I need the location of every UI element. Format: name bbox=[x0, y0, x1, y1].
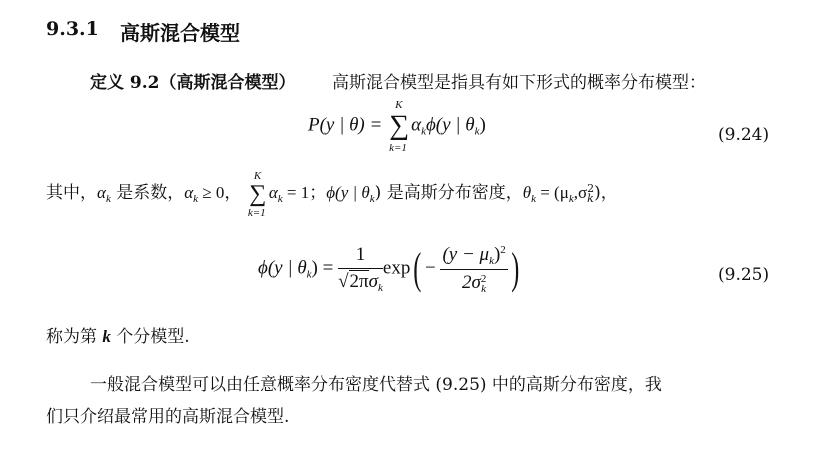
eq1-lhs: P(y | θ) = bbox=[308, 114, 383, 136]
eq2-frac1-numerator: 1 bbox=[338, 244, 383, 269]
explanation-line bbox=[46, 169, 618, 219]
line2-sigma-sub: k bbox=[587, 191, 594, 205]
eq2-left-paren: ( bbox=[413, 244, 422, 293]
line2-sigma-symbol: ∑ bbox=[249, 180, 267, 207]
line3-a: 称为第 bbox=[46, 327, 103, 347]
line2-prefix: 其中， bbox=[46, 183, 97, 203]
section-number: 9.3.1 bbox=[46, 18, 99, 40]
eq2-frac2-numerator bbox=[440, 244, 507, 270]
line2-alpha-2: α bbox=[184, 183, 194, 202]
equation-9-24 bbox=[308, 99, 486, 154]
eq1-sum-lower: k=1 bbox=[389, 142, 407, 154]
eq2-sqrt-content: 2π bbox=[349, 271, 369, 292]
line2-mu-sub: k bbox=[568, 193, 574, 205]
line2-sum-upper: K bbox=[253, 169, 262, 182]
eq1-alpha: α bbox=[411, 114, 422, 136]
line2-theta-sub: k bbox=[531, 193, 536, 205]
eq2-exp: exp bbox=[382, 257, 411, 279]
line2-t1: 是系数， bbox=[110, 183, 185, 203]
line2-t7: )， bbox=[594, 183, 618, 203]
eq2-frac2-den-text: 2σ bbox=[461, 272, 481, 293]
line2-theta: θ bbox=[522, 183, 532, 202]
eq2-fraction-1 bbox=[338, 244, 383, 294]
equation-9-25 bbox=[258, 244, 522, 294]
line2-alpha-3: α bbox=[268, 183, 278, 202]
eq2-den-sup: 2 bbox=[480, 272, 487, 285]
line2-alpha-sub-3: k bbox=[277, 193, 283, 205]
eq1-close: ) bbox=[479, 114, 486, 136]
eq2-mu-sub: k bbox=[489, 255, 494, 267]
eq2-frac2-denominator bbox=[440, 270, 507, 294]
eq1-sum bbox=[387, 99, 411, 154]
eq2-den-scripts bbox=[481, 274, 487, 294]
equation-number-9-25: (9.25) bbox=[718, 265, 770, 285]
paragraph-line-2: 们只介绍最常用的高斯混合模型. bbox=[46, 407, 290, 427]
line2-t5: = (μ bbox=[535, 183, 569, 202]
eq2-frac1-denominator bbox=[338, 269, 383, 294]
eq2-lhs-sub: k bbox=[306, 268, 312, 281]
line3-b: 个分模型. bbox=[110, 327, 190, 347]
eq1-phi: ϕ(y | θ bbox=[425, 114, 475, 136]
eq2-sigma: σ bbox=[368, 271, 378, 292]
line2-sum bbox=[247, 169, 269, 219]
line2-sigma-sup: 2 bbox=[587, 181, 595, 195]
eq2-right-paren: ) bbox=[511, 244, 520, 293]
component-model-line bbox=[46, 322, 190, 347]
paragraph-line-1: 一般混合模型可以由任意概率分布密度代替式 (9.25) 中的高斯分布密度，我 bbox=[90, 375, 662, 395]
definition-heading: 定义 9.2（高斯混合模型） bbox=[90, 73, 296, 93]
eq1-theta-sub: k bbox=[474, 125, 480, 138]
line2-phi: ϕ(y | θ bbox=[326, 183, 370, 202]
eq2-fraction-2 bbox=[440, 244, 507, 294]
line2-alpha: α bbox=[97, 183, 106, 202]
section-title: 高斯混合模型 bbox=[120, 21, 240, 45]
line2-t6: ,σ bbox=[573, 183, 588, 202]
line2-t4: ) 是高斯分布密度， bbox=[374, 183, 523, 203]
eq2-lhs: ϕ(y | θ bbox=[258, 257, 307, 279]
eq2-den-sub: k bbox=[481, 282, 486, 295]
eq2-sigma-sub: k bbox=[378, 282, 383, 294]
definition-text: 高斯混合模型是指具有如下形式的概率分布模型： bbox=[332, 73, 706, 93]
eq2-minus: − bbox=[424, 257, 436, 279]
eq1-sigma-symbol: ∑ bbox=[389, 110, 410, 141]
sqrt-icon: √ bbox=[338, 271, 349, 292]
equation-number-9-24: (9.24) bbox=[718, 125, 770, 145]
line3-k: k bbox=[102, 327, 111, 346]
eq2-frac2-num-end: ) bbox=[493, 244, 501, 265]
line2-alpha-sub-2: k bbox=[193, 193, 199, 205]
eq2-num-sup: 2 bbox=[500, 244, 506, 256]
line2-phi-sub: k bbox=[369, 193, 375, 205]
line2-t2: ≥ 0， bbox=[198, 183, 242, 202]
eq2-frac2-num-text: (y − μ bbox=[442, 244, 490, 265]
eq1-sum-upper: K bbox=[395, 99, 403, 111]
line2-t3: = 1； bbox=[282, 183, 327, 202]
eq1-alpha-sub: k bbox=[421, 125, 426, 138]
line2-alpha-sub: k bbox=[105, 193, 111, 205]
line2-sum-lower: k=1 bbox=[247, 206, 266, 219]
eq2-lhs-end: ) = bbox=[311, 257, 334, 279]
